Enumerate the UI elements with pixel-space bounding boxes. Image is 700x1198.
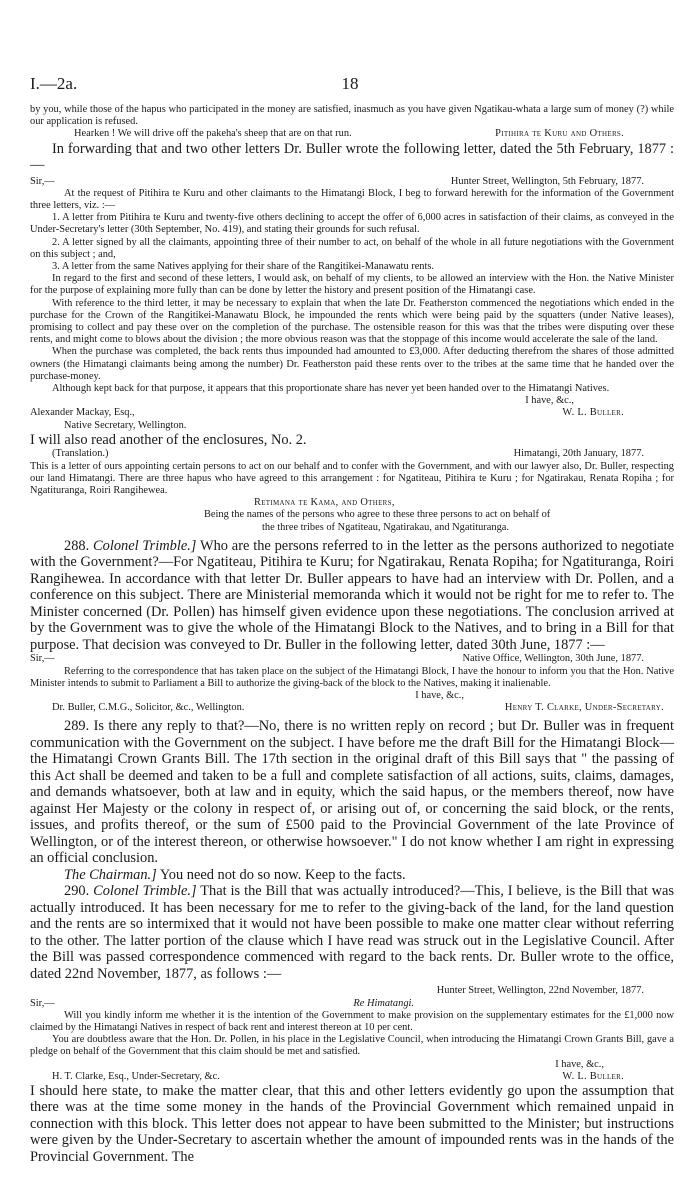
speaker: Colonel Trimble.] [93,883,197,900]
signature [30,497,674,509]
question-288 [30,538,674,654]
page-body [30,104,674,1165]
question-number: 288. [64,537,90,554]
speaker: Colonel Trimble.] [93,537,197,554]
letter-buller-feb-1877 [30,176,674,432]
letter-text: This is a letter of ours appointing certain persons to act on our behalf and to confer with the Government, and with our lawyer also, Dr. Buller, respecting our land Himatangi. There are three hapus who have agreed to this arrangement : for Ngatiteau, Pitihira te Kuru ; for Ngatirakau, Renata Ropiha ; for Ngatituranga, Roiri Rangihewea. [30,460,674,496]
letter-subject: Re Himatangi. [353,997,414,1009]
letter-recipient: Alexander Mackay, Esq., [30,407,135,419]
continued-paragraph: by you, while those of the hapus who participated in the money are satisfied, inasmuch as you have given Ngatikau-whata a large sum of money (?) while our application is refused. [30,104,674,128]
letter-paragraph: 1. A letter from Pitihira te Kuru and twenty-five others declining to accept the offer of 6,000 acres in satisfaction of their claims, as conveyed in the Under-Secretary's letter (30th September, No. 419), and stating their grounds for such refusal. [30,212,674,236]
letter-paragraph: 2. A letter signed by all the claimants, appointing three of their number to act, on behalf of the whole in all future negotiations with the Government on this subject ; and, [30,236,674,260]
signature-name: Retimana te Kama, and Others, [254,497,395,509]
signature: Henry T. Clarke, Under-Secretary. [504,702,664,714]
salutation: Sir,— [30,175,55,187]
letter-paragraph: Will you kindly inform me whether it is the intention of the Government to make provision on the supplementary estimates for the £1,000 now claimed by the Himatangi Natives in respect of back rent and interest thereon at 10 per cent. [30,1009,674,1033]
translation-note: (Translation.) [52,448,109,460]
letter-recipient: H. T. Clarke, Esq., Under-Secretary, &c. [52,1070,220,1082]
remark-text: You need not do so now. Keep to the facts. [159,866,406,883]
signature-note: Being the names of the persons who agree to these three persons to act on behalf of [204,509,551,521]
narrative-paragraph: In forwarding that and two other letters Dr. Buller wrote the following letter, dated the 5th February, 1877 :— [30,140,674,174]
signature-note: the three tribes of Ngatiteau, Ngatirakau, and Ngatituranga. [262,521,509,533]
salutation: Sir,— [30,653,55,665]
letter-paragraph: You are doubtless aware that the Hon. Dr. Pollen, in his place in the Legislative Council, when introducing the Himatangi Crown Grants Bill, gave a pledge on behalf of the Government that this claim should be met and satisfied. [30,1034,674,1058]
letter-closing: I have, &c., [525,395,574,407]
narrative-paragraph: I will also read another of the enclosures, No. 2. [30,431,307,448]
signature-row [30,128,674,140]
question-290 [30,883,674,982]
letter-translation [30,448,674,533]
letter-address: Hunter Street, Wellington, 5th February, 1877. [450,175,644,187]
question-289: 289. Is there any reply to that?—No, there is no written reply on record ; but Dr. Buller was in frequent communication with the Government on the subject. I have before me the draft Bill for the Himatangi Block—the Himatangi Crown Grants Bill. The 17th section in the original draft of this Bill says that " the passing of this Act shall be deemed and taken to be a full and complete satisfaction of all actions, suits, claims, damages, and demands whatsoever, both at law and in equity, which the said hapus, or the members thereof, now have against Her Majesty or the colony in respect of, or arising out of, or concerning the said block, or the rents, issues, and profits thereof, or the sum of £500 paid to the Provincial Government of the late Province of Wellington, or of the interest thereon, or otherwise howsoever." I do not know whether I am right in expressing an official conclusion. [30,718,674,867]
letter-paragraph: 3. A letter from the same Natives applying for their share of the Rangitikei-Manawatu rents. [52,261,435,273]
letter-recipient: Dr. Buller, C.M.G., Solicitor, &c., Wellington. [52,702,245,714]
letter-closing: I have, &c., [555,1058,604,1070]
signature: W. L. Buller. [562,1070,624,1082]
letter-paragraph: Referring to the correspondence that has taken place on the subject of the Himatangi Block, I have the honour to inform you that the Hon. Native Minister intends to submit to Parliament a Bill to authorize the giving-back of the block to the Natives, making it inalienable. [30,665,674,689]
letter-closing: I have, &c., [415,689,464,701]
page-number: 18 [341,74,359,93]
speaker: The Chairman.] [64,866,157,883]
letter-paragraph: With reference to the third letter, it may be necessary to explain that when the late Dr. Featherston commenced the negotiations which ended in the purchase for the Crown of the Rangitikei-Manawatu Block, he impounded the rents which were being paid by the squatters (under Native leases), promising to collect and pay these over on the completion of the purchase. The ostensible reason for this was that the tribes were disputing over these rents, and might come to blows about the division ; the more obvious reason was that the stoppage of this income would accelerate the sale of the land. [30,297,674,346]
narrative-paragraph: I should here state, to make the matter clear, that this and other letters evidently go upon the assumption that there was at the time some money in the hands of the Provincial Government which remained unpaid in connection with this block. This letter does not appear to have been submitted to the Minister; but instructions were given by the Under-Secretary to ascertain whether the amount of impounded rents was in the hands of the Provincial Government. The [30,1082,674,1165]
closing-line: Hearken ! We will drive off the pakeha's sheep that are on that run. [74,128,352,140]
signature: W. L. Buller. [562,407,624,419]
letter-recipient-title: Native Secretary, Wellington. [64,419,187,431]
letter-buller-nov-1877 [30,985,674,1083]
letter-paragraph: In regard to the first and second of these letters, I would ask, on behalf of my clients, to be allowed an interview with the Hon. the Native Minister for the purpose of explaining more fully than can be done by letter the history and present position of the Himatangi case. [30,273,674,297]
question-text: That is the Bill that was actually introduced?—This, I believe, is the Bill that was actually introduced. It has been necessary for me to refer to the giving-back of the land, for the land question and the rents are so intermixed that it would not have been possible to make one matter clear without referring to the other. The latter portion of the clause which I have read was struck out in the Legislative Council. After the Bill was passed correspondence commenced with regard to the back rents. Dr. Buller wrote to the office, dated 22nd November, 1877, as follows :— [30,883,674,982]
letter-address: Native Office, Wellington, 30th June, 1877. [462,653,644,665]
letter-paragraph: When the purchase was completed, the back rents thus impounded had amounted to £3,000. After deducting therefrom the shares of those admitted owners (the Himatangi claimants being among the number) Dr. Featherston paid these rents over to the tribes at the same time that he handed over the purchase-money. [30,346,674,382]
letter-paragraph: At the request of Pitihira te Kuru and other claimants to the Himatangi Block, I beg to forward herewith for the information of the Government three letters, viz. :— [30,187,674,212]
page-reference: I.—2a. [30,74,78,93]
letter-clarke-june-1877 [30,653,674,714]
salutation: Sir,— [30,997,55,1009]
question-text: Who are the persons referred to in the letter as the persons authorized to negotiate with the Government?—For Ngatiteau, Pitihira te Kuru; for Ngatirakau, Renata Ropiha; for Ngatituranga, Roiri Rangihewea. In accordance with that letter Dr. Buller appears to have had an interview with Dr. Pollen, and a conference on this subject. There are Ministerial memoranda which it would not be right for me to refer to. The Minister concerned (Dr. Pollen) has himself given evidence upon these negotiations. The conclusion arrived at by the Government was to give the whole of the Himatangi Block to the Natives, and to bring in a Bill for that purpose. That decision was conveyed to Dr. Buller in the following letter, dated 30th June, 1877 :— [30,537,674,653]
signature: Pitihira te Kuru and Others. [495,128,624,140]
question-number: 290. [64,883,90,900]
letter-paragraph: Although kept back for that purpose, it appears that this proportionate share has never yet been handed over to the Himatangi Natives. [52,383,610,395]
letter-address: Himatangi, 20th January, 1877. [513,448,644,460]
letter-address: Hunter Street, Wellington, 22nd November, 1877. [436,985,644,997]
chairman-remark [30,867,674,884]
letter-paragraph [30,461,674,498]
